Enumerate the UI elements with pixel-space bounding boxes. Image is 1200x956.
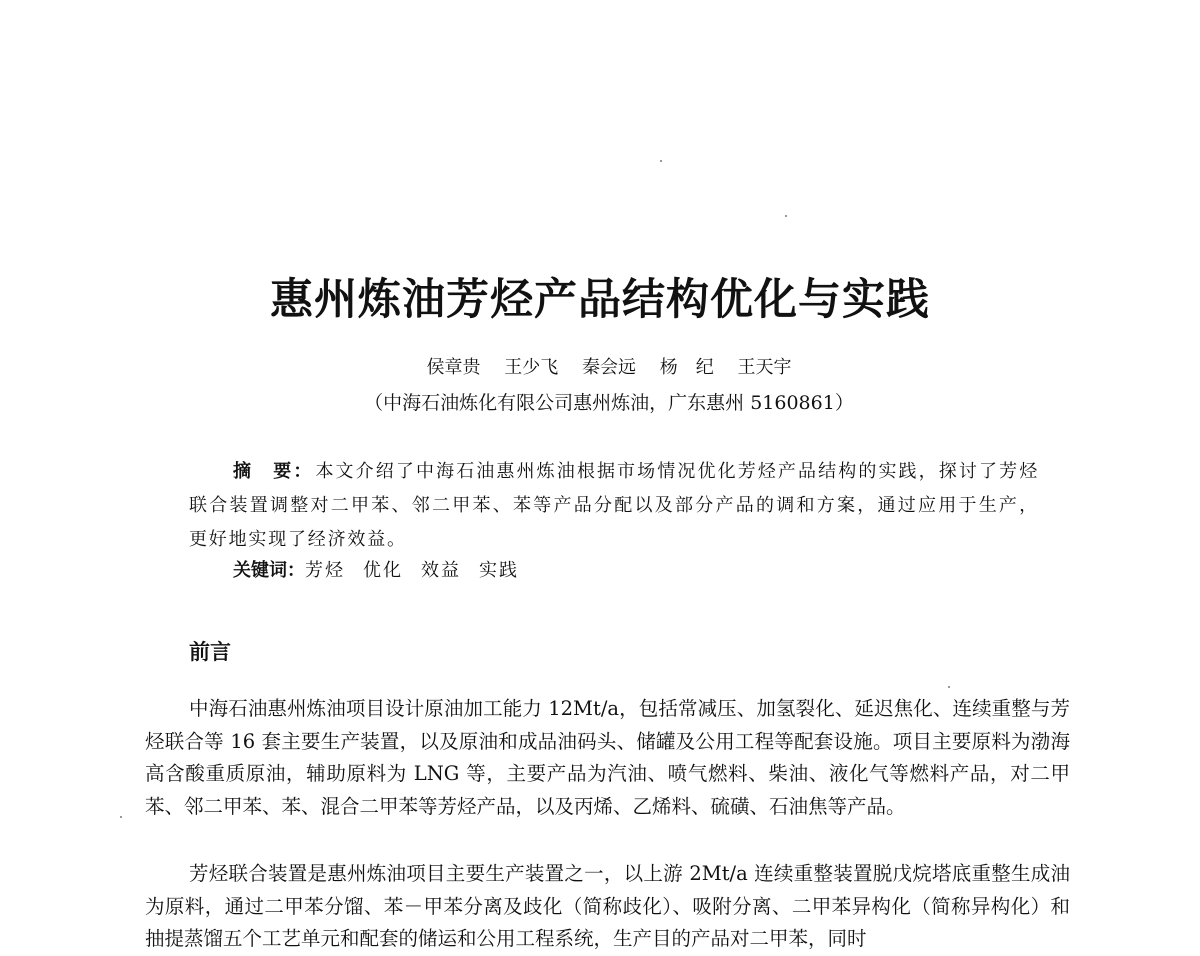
keyword: 效益: [421, 560, 461, 581]
keyword: 芳烃: [305, 560, 345, 581]
section-heading: 前言: [189, 640, 231, 664]
keyword: 实践: [479, 560, 519, 581]
author-name: 王天宇: [737, 357, 792, 378]
author-name: 秦会远: [582, 357, 636, 378]
keywords-label: 关键词：: [233, 560, 305, 581]
abstract-label: 摘 要：: [233, 461, 314, 482]
keywords-block: [233, 556, 537, 586]
author-list: [0, 356, 1200, 380]
scan-speck: [785, 215, 787, 217]
keyword: 优化: [363, 560, 403, 581]
abstract-text: 本文介绍了中海石油惠州炼油根据市场情况优化芳烃产品结构的实践，探讨了芳烃联合装置调整对二甲苯、邻二甲苯、苯等产品分配以及部分产品的调和方案，通过应用于生产，更好地实现了经济效益。: [189, 461, 1040, 550]
scan-speck: [948, 686, 950, 688]
body-paragraph: 中海石油惠州炼油项目设计原油加工能力 12Mt/a，包括常减压、加氢裂化、延迟焦化、连续重整与芳烃联合等 16 套主要生产装置，以及原油和成品油码头、储罐及公用工程等配套设施。项目主要原料为渤海高含酸重质原油，辅助原料为 LNG 等，主要产品为汽油、喷气燃料、柴油、液化气等燃料产品，对二甲苯、邻二甲苯、苯、混合二甲苯等芳烃产品，以及丙烯、乙烯料、硫磺、石油焦等产品。: [145, 697, 1070, 818]
author-name: 王少飞: [504, 357, 559, 378]
body-paragraph: 芳烃联合装置是惠州炼油项目主要生产装置之一，以上游 2Mt/a 连续重整装置脱戊烷塔底重整生成油为原料，通过二甲苯分馏、苯－甲苯分离及歧化（简称歧化）、吸附分离、二甲苯异构化（简称异构化）和抽提蒸馏五个工艺单元和配套的储运和公用工程系统，生产目的产品对二甲苯，同时: [145, 862, 1070, 950]
scan-speck: [120, 816, 122, 818]
author-affiliation: （中海石油炼化有限公司惠州炼油，广东惠州 5160861）: [364, 392, 854, 414]
abstract-block: [189, 455, 1039, 557]
article-title: 惠州炼油芳烃产品结构优化与实践: [270, 275, 930, 325]
author-name: 侯章贵: [426, 357, 481, 378]
author-name: 杨 纪: [659, 357, 714, 378]
scan-speck: [660, 160, 662, 162]
